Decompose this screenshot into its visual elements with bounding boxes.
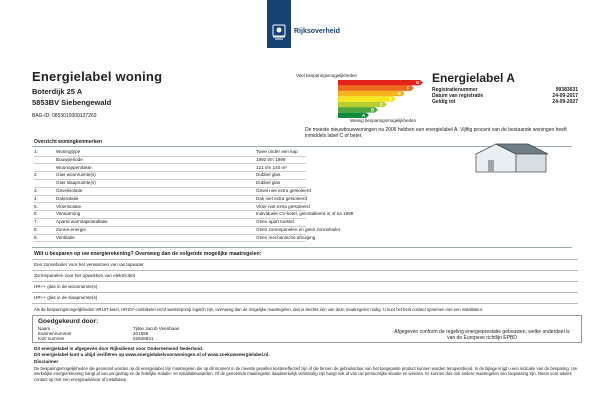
kvk-number-row: KvK nummer 62646621 — [38, 336, 154, 341]
row-label: Gevelisolatie — [56, 188, 83, 193]
scale-bar-d — [338, 96, 396, 101]
row-divider — [34, 241, 306, 242]
approver-name-row: Naam Tjitse Jacob Veenbaas — [38, 326, 180, 331]
approval-title: Goedgekeurd door: — [38, 318, 99, 325]
row-value: Geen zonnepanelen en geen zonneboiler — [256, 227, 341, 232]
conformity-statement: Afgegeven conform de regeling energieprestatie gebouwen, welke onderdeel is van de Europese richtlijn EPBD — [394, 329, 570, 341]
registration-number-row: Registratienummer 99383631 — [432, 87, 578, 93]
address-street: Boterdijk 25 A — [32, 87, 83, 96]
tip-divider — [32, 259, 578, 260]
row-number: 2. — [34, 172, 38, 178]
row-value: Dak niet extra geïsoleerd — [256, 195, 308, 201]
row-value: Dubbel glas — [256, 180, 281, 186]
footer-line-1: Dit energielabel is afgegeven door Rijksdienst voor Ondernemend Nederland. — [34, 346, 204, 351]
overview-row — [34, 211, 574, 216]
row-label: Dakisolatie — [56, 195, 79, 201]
row-value: Dubbel glas — [256, 172, 281, 178]
tip-item: Zonnepanelen voor het opwekken van elektriciteit — [34, 273, 135, 278]
row-number: 3. — [34, 188, 38, 193]
label-title: Energielabel A — [432, 71, 515, 85]
row-label: Glas woonruimte(s) — [56, 172, 96, 178]
row-label: Vloerisolatie — [56, 203, 82, 209]
row-value: Geen mechanische afzuiging — [256, 234, 316, 240]
tip-divider — [32, 292, 578, 293]
energy-scale — [338, 80, 428, 118]
row-value: Individuele CV-ketel, geïnstalleerd in of na 1998 — [256, 211, 354, 217]
scale-letter: B — [371, 107, 375, 113]
row-label: Glas slaapruimte(s) — [56, 180, 96, 186]
scale-letter: C — [380, 101, 384, 107]
overview-row — [34, 196, 574, 201]
footer-line-2: Dit energielabel kunt u altijd verifiëren op www.energielabelvoorwoningen.nl of www.zoekuwenergielabel.nl. — [34, 352, 270, 357]
row-label: Ventilatie — [56, 234, 75, 240]
tip-item: HR++ glas in de woonruimte(s) — [34, 284, 98, 289]
scale-bar-g — [338, 80, 423, 85]
overview-row — [34, 235, 574, 240]
scale-letter: G — [416, 80, 420, 86]
scale-letter: E — [398, 91, 402, 97]
tip-divider — [32, 270, 578, 271]
row-value: Vloer niet extra geïsoleerd — [256, 203, 310, 209]
tips-title: Wilt u besparen op uw energierekening? Overweeg dan de volgende mogelijke maatregelen: — [34, 251, 262, 257]
row-number: 1. — [34, 149, 38, 154]
page-title: Energielabel woning — [32, 69, 163, 84]
divider — [32, 247, 572, 248]
overview-row — [34, 227, 574, 232]
disclaimer-title: Disclaimer — [34, 360, 59, 365]
row-label: Bouwperiode — [56, 156, 83, 162]
scale-bar-e — [338, 91, 405, 96]
row-value: Geen apart toestel — [256, 219, 294, 225]
scale-letter: D — [389, 96, 393, 102]
scale-caption-top: Veel besparingsmogelijkheden — [296, 73, 358, 78]
row-label: Aparte warmtapinstallatie — [56, 219, 108, 225]
row-value: Twee onder een kap — [256, 149, 298, 154]
disclaimer-text: De besparingsmogelijkheden die genoemd worden op dit energielabel zijn maatregelen die op dit moment in de meeste gevallen kosteneffectief zijn of die binnen de gebruiksduur van het toegepaste product kunnen worden terugverdiend. In de bijlage krijgt u een indicatie van de besparing. Uw werkelijke energierekening hangt af van uw gedrag en de feitelijke isolatie- en installatiewaarden. Of de genoemde maatregelen daadwerkelijk verstandig zijn hangt ook af van uw persoonlijke situatie en wensen. Er kunnen dus ook andere maatregelen van toepassing zijn. Neem voor advies contact op met een energieadviseur of installateur. — [34, 366, 578, 382]
exam-number-row: Examennummer 201555 — [38, 331, 149, 336]
row-label: Zonne-energie — [56, 227, 86, 232]
row-value: 121 t/m 140 m² — [256, 164, 287, 170]
row-number: 7. — [34, 219, 38, 225]
row-label: Woonoppervlakte — [56, 164, 92, 170]
overview-row — [34, 219, 574, 224]
tip-item: Een zonneboiler voor het verwarmen van uw tapwater — [34, 262, 144, 267]
registration-date-row: Datum van registratie 24-09-2017 — [432, 93, 578, 99]
row-value: Gevel niet extra geïsoleerd — [256, 188, 311, 193]
row-label: Verwarming — [56, 211, 81, 217]
overview-row — [34, 204, 574, 209]
overview-row — [34, 188, 574, 193]
address-city: 5853BV Siebengewald — [32, 98, 112, 107]
row-number: 4. — [34, 195, 38, 201]
house-illustration — [472, 140, 550, 174]
row-number: 6. — [34, 211, 38, 217]
scale-letter: F — [407, 85, 410, 91]
scale-caption-bottom: Weinig besparingsmogelijkheden — [350, 118, 416, 123]
overview-row — [34, 180, 574, 185]
tip-divider — [32, 281, 578, 282]
tip-divider — [32, 303, 578, 304]
bag-id: BAG-ID: 0853010000137269 — [32, 113, 97, 119]
tip-item: HR++ glas in de slaapruimte(s) — [34, 295, 98, 300]
row-number: 9. — [34, 234, 38, 240]
valid-until-row: Geldig tot 24-09-2027 — [432, 99, 578, 105]
scale-letter: A — [362, 112, 366, 118]
row-value: 1992 t/m 1999 — [256, 156, 286, 162]
intro-text: De meeste nieuwbouwwoningen na 2006 hebben een energielabel A. Vijftig procent van de bestaande woningen heeft inmiddels label C of beter. — [305, 127, 567, 139]
tips-note: Als de besparingsmogelijkheden HR107-ketel, HR107-combiketel en/of warmtepomp logisch zijn, overweeg dan de mogelijke maatregelen, dan is slechts één van deze maatregelen nodig. U kunt het best contact opnemen met een installateur. — [34, 307, 484, 312]
overview-title: Overzicht woningkenmerken — [34, 139, 103, 145]
row-number: 5. — [34, 203, 38, 209]
brand-name: Rijksoverheid — [294, 28, 340, 35]
coat-of-arms-icon — [270, 22, 288, 42]
row-label: Woningtype — [56, 149, 81, 154]
row-number: 8. — [34, 227, 38, 232]
scale-bar-f — [338, 85, 414, 90]
